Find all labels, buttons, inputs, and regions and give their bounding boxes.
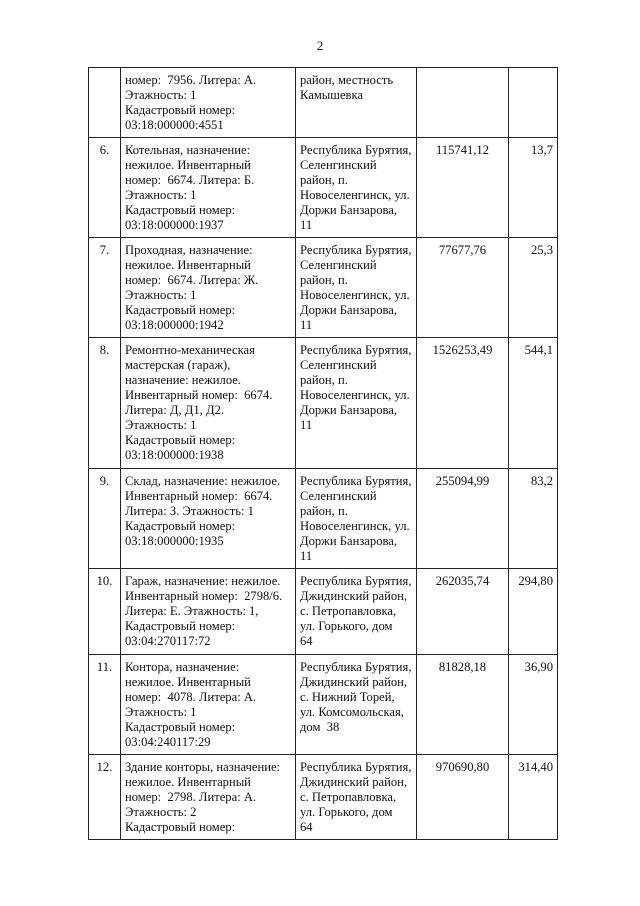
page-number: 2 bbox=[316, 38, 324, 53]
description-line: Здание конторы, назначение: bbox=[125, 760, 281, 774]
description-line: нежилое. Инвентарный bbox=[125, 775, 251, 789]
description-line: Кадастровый номер: bbox=[125, 103, 236, 117]
address-line: Селенгинский bbox=[300, 158, 377, 172]
description-line: 03:18:000000:1937 bbox=[125, 218, 224, 232]
description-line: Котельная, назначение: bbox=[125, 143, 251, 157]
object-cost: 262035,74 bbox=[417, 569, 509, 655]
address-line: Селенгинский bbox=[300, 489, 377, 503]
object-area: 83,2 bbox=[509, 469, 558, 569]
address-line: район, п. bbox=[300, 173, 348, 187]
description-line: Кадастровый номер: bbox=[125, 519, 236, 533]
address-line: ул. Комсомольская, bbox=[300, 705, 404, 719]
description-line: мастерская (гараж), bbox=[125, 358, 231, 372]
address-line: Камышевка bbox=[300, 88, 364, 102]
address-line: Республика Бурятия, bbox=[300, 660, 412, 674]
address-line: с. Петропавловка, bbox=[300, 604, 397, 618]
description-line: номер: 6674. Литера: Ж. bbox=[125, 273, 259, 287]
object-description bbox=[121, 469, 296, 569]
description-line: Кадастровый номер: bbox=[125, 203, 236, 217]
description-line: Инвентарный номер: 2798/6. bbox=[125, 589, 283, 603]
object-address bbox=[296, 338, 417, 469]
address-line: Доржи Банзарова, bbox=[300, 203, 398, 217]
address-line: Республика Бурятия, bbox=[300, 143, 412, 157]
table-row bbox=[89, 569, 558, 655]
address-line: Республика Бурятия, bbox=[300, 243, 412, 257]
object-address bbox=[296, 68, 417, 138]
description-line: Инвентарный номер: 6674. bbox=[125, 388, 273, 402]
description-line: Кадастровый номер: bbox=[125, 619, 236, 633]
object-cost bbox=[417, 68, 509, 138]
address-line: Новоселенгинск, ул. bbox=[300, 288, 410, 302]
description-line: нежилое. Инвентарный bbox=[125, 675, 251, 689]
address-line: 11 bbox=[300, 318, 313, 332]
address-line: Доржи Банзарова, bbox=[300, 403, 398, 417]
row-number: 12. bbox=[89, 755, 121, 840]
address-line: 11 bbox=[300, 218, 313, 232]
object-cost: 81828,18 bbox=[417, 655, 509, 755]
description-line: Проходная, назначение: bbox=[125, 243, 253, 257]
description-line: Этажность: 1 bbox=[125, 188, 197, 202]
object-description bbox=[121, 138, 296, 238]
address-line: район, п. bbox=[300, 504, 348, 518]
address-line: дом 38 bbox=[300, 720, 340, 734]
address-line: Новоселенгинск, ул. bbox=[300, 188, 410, 202]
table-row bbox=[89, 755, 558, 840]
object-address bbox=[296, 238, 417, 338]
row-number bbox=[89, 68, 121, 138]
description-line: номер: 7956. Литера: А. bbox=[125, 73, 257, 87]
object-address bbox=[296, 138, 417, 238]
description-line: Контора, назначение: bbox=[125, 660, 240, 674]
description-line: Литера: Е. Этажность: 1, bbox=[125, 604, 259, 618]
address-line: Республика Бурятия, bbox=[300, 343, 412, 357]
address-line: район, местность bbox=[300, 73, 394, 87]
address-line: ул. Горького, дом bbox=[300, 619, 393, 633]
description-line: Кадастровый номер: bbox=[125, 820, 236, 834]
object-description bbox=[121, 238, 296, 338]
table-row bbox=[89, 238, 558, 338]
object-description bbox=[121, 68, 296, 138]
description-line: Этажность: 1 bbox=[125, 88, 197, 102]
object-address bbox=[296, 569, 417, 655]
object-area: 36,90 bbox=[509, 655, 558, 755]
address-line: с. Петропавловка, bbox=[300, 790, 397, 804]
address-line: Новоселенгинск, ул. bbox=[300, 388, 410, 402]
object-address bbox=[296, 755, 417, 840]
description-line: 03:18:000000:1938 bbox=[125, 448, 224, 462]
address-line: Республика Бурятия, bbox=[300, 760, 412, 774]
table-row bbox=[89, 469, 558, 569]
address-line: 64 bbox=[300, 820, 313, 834]
row-number: 6. bbox=[89, 138, 121, 238]
table-row bbox=[89, 655, 558, 755]
property-table-body bbox=[89, 68, 558, 840]
object-cost: 1526253,49 bbox=[417, 338, 509, 469]
row-number: 9. bbox=[89, 469, 121, 569]
description-line: нежилое. Инвентарный bbox=[125, 158, 251, 172]
address-line: 11 bbox=[300, 549, 313, 563]
object-address bbox=[296, 655, 417, 755]
address-line: Новоселенгинск, ул. bbox=[300, 519, 410, 533]
description-line: Литера: З. Этажность: 1 bbox=[125, 504, 254, 518]
object-area: 544,1 bbox=[509, 338, 558, 469]
description-line: Кадастровый номер: bbox=[125, 720, 236, 734]
object-cost: 115741,12 bbox=[417, 138, 509, 238]
row-number: 10. bbox=[89, 569, 121, 655]
row-number: 7. bbox=[89, 238, 121, 338]
address-line: 64 bbox=[300, 634, 313, 648]
object-address bbox=[296, 469, 417, 569]
address-line: Селенгинский bbox=[300, 358, 377, 372]
address-line: район, п. bbox=[300, 273, 348, 287]
description-line: Этажность: 1 bbox=[125, 288, 197, 302]
description-line: 03:18:000000:1942 bbox=[125, 318, 224, 332]
description-line: нежилое. Инвентарный bbox=[125, 258, 251, 272]
description-line: 03:04:240117:29 bbox=[125, 735, 211, 749]
address-line: Джидинский район, bbox=[300, 775, 408, 789]
description-line: Инвентарный номер: 6674. bbox=[125, 489, 273, 503]
address-line: Селенгинский bbox=[300, 258, 377, 272]
property-table bbox=[88, 67, 558, 840]
object-cost: 77677,76 bbox=[417, 238, 509, 338]
object-cost: 970690,80 bbox=[417, 755, 509, 840]
address-line: Джидинский район, bbox=[300, 589, 408, 603]
description-line: Склад, назначение: нежилое. bbox=[125, 474, 281, 488]
address-line: с. Нижний Торей, bbox=[300, 690, 395, 704]
description-line: Этажность: 1 bbox=[125, 418, 197, 432]
object-description bbox=[121, 569, 296, 655]
description-line: номер: 4078. Литера: А. bbox=[125, 690, 257, 704]
object-area: 25,3 bbox=[509, 238, 558, 338]
row-number: 11. bbox=[89, 655, 121, 755]
description-line: 03:18:000000:1935 bbox=[125, 534, 224, 548]
object-cost: 255094,99 bbox=[417, 469, 509, 569]
object-description bbox=[121, 655, 296, 755]
address-line: Республика Бурятия, bbox=[300, 574, 412, 588]
address-line: Доржи Банзарова, bbox=[300, 534, 398, 548]
object-description bbox=[121, 338, 296, 469]
address-line: район, п. bbox=[300, 373, 348, 387]
description-line: назначение: нежилое. bbox=[125, 373, 242, 387]
description-line: 03:04:270117:72 bbox=[125, 634, 211, 648]
object-area: 314,40 bbox=[509, 755, 558, 840]
description-line: Ремонтно-механическая bbox=[125, 343, 255, 357]
address-line: 11 bbox=[300, 418, 313, 432]
object-area: 294,80 bbox=[509, 569, 558, 655]
description-line: Гараж, назначение: нежилое. bbox=[125, 574, 281, 588]
table-row bbox=[89, 68, 558, 138]
object-description bbox=[121, 755, 296, 840]
address-line: Доржи Банзарова, bbox=[300, 303, 398, 317]
address-line: Республика Бурятия, bbox=[300, 474, 412, 488]
description-line: Этажность: 2 bbox=[125, 805, 197, 819]
description-line: номер: 2798. Литера: А. bbox=[125, 790, 257, 804]
description-line: Литера: Д, Д1, Д2. bbox=[125, 403, 225, 417]
description-line: Кадастровый номер: bbox=[125, 303, 236, 317]
description-line: номер: 6674. Литера: Б. bbox=[125, 173, 255, 187]
description-line: Кадастровый номер: bbox=[125, 433, 236, 447]
address-line: ул. Горького, дом bbox=[300, 805, 393, 819]
table-row bbox=[89, 138, 558, 238]
address-line: Джидинский район, bbox=[300, 675, 408, 689]
description-line: Этажность: 1 bbox=[125, 705, 197, 719]
object-area: 13,7 bbox=[509, 138, 558, 238]
description-line: 03:18:000000:4551 bbox=[125, 118, 224, 132]
object-area bbox=[509, 68, 558, 138]
table-row bbox=[89, 338, 558, 469]
row-number: 8. bbox=[89, 338, 121, 469]
